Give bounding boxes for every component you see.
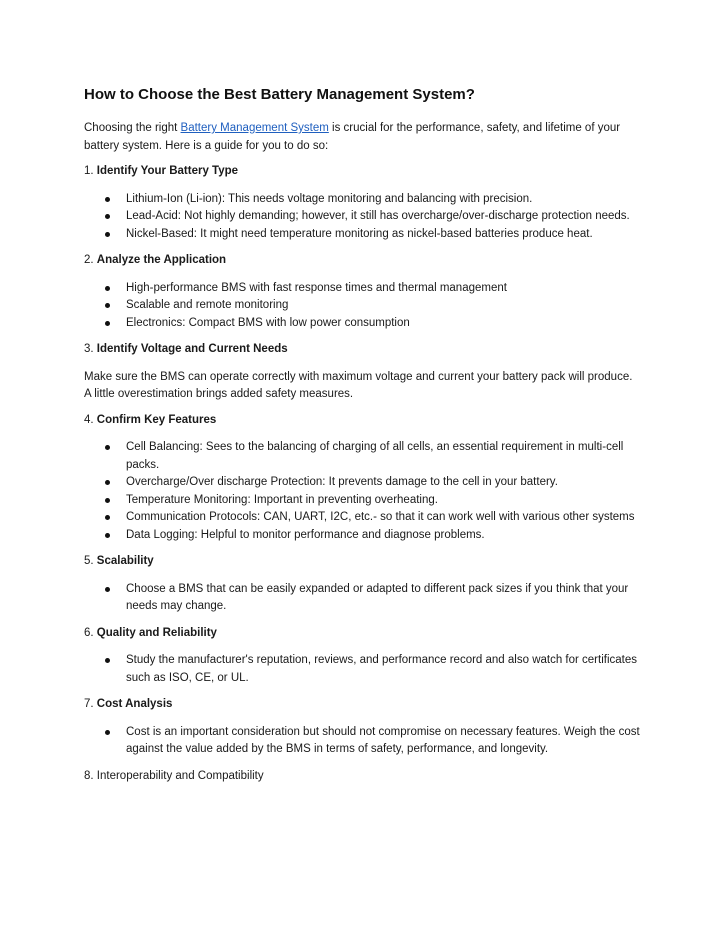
list-item (84, 226, 640, 244)
section-number: 6. (84, 626, 97, 639)
intro-text-before: Choosing the right (84, 122, 181, 134)
section-heading-5 (84, 553, 640, 571)
list-item (84, 724, 640, 759)
bullet-list (84, 724, 640, 759)
list-item (84, 581, 640, 616)
section-number: 7. (84, 698, 97, 710)
list-item-text: Cost is an important consideration but should not compromise on necessary features. Weigh the cost against the value added by the BMS in terms of safety, performance, and longevity. (126, 725, 640, 755)
bullet-dot-icon (105, 445, 110, 450)
section-title: Scalability (96, 555, 154, 567)
list-item-text: Nickel-Based: It might need temperature monitoring as nickel-based batteries produce heat. (126, 227, 593, 240)
section-title: Confirm Key Features (96, 413, 217, 426)
bullet-dot-icon (105, 197, 110, 202)
bullet-dot-icon (105, 480, 110, 485)
list-item (84, 280, 640, 298)
bullet-list (84, 652, 640, 687)
list-item-text: Data Logging: Helpful to monitor performance and diagnose problems. (126, 528, 485, 541)
list-item-text: Electronics: Compact BMS with low power consumption (126, 316, 410, 329)
list-item-text: High-performance BMS with fast response times and thermal management (126, 281, 507, 294)
list-item-text: Choose a BMS that can be easily expanded or adapted to different pack sizes if you think that your needs may change. (126, 582, 629, 612)
bullet-dot-icon (105, 730, 110, 735)
sections (84, 163, 640, 759)
section-heading-1 (84, 163, 640, 181)
section-number: 4. (84, 413, 97, 426)
page-title: How to Choose the Best Battery Management System? (84, 86, 475, 103)
list-item (84, 208, 640, 226)
bullet-dot-icon (105, 286, 110, 291)
section-number: 1. (84, 165, 97, 177)
bullet-dot-icon (105, 498, 110, 503)
list-item (84, 297, 640, 315)
bullet-dot-icon (105, 303, 110, 308)
list-item (84, 474, 640, 492)
bullet-dot-icon (105, 515, 110, 520)
section-number: 2. (84, 254, 97, 266)
bullet-list (84, 439, 640, 544)
list-item (84, 509, 640, 527)
section-heading-3 (84, 341, 640, 359)
section-heading-8: 8. Interoperability and Compatibility (84, 769, 264, 782)
section-heading-7 (84, 696, 640, 714)
bullet-dot-icon (105, 658, 110, 663)
bullet-dot-icon (105, 214, 110, 219)
bullet-dot-icon (105, 232, 110, 237)
bullet-dot-icon (105, 587, 110, 592)
list-item-text: Lithium-Ion (Li-ion): This needs voltage monitoring and balancing with precision. (126, 192, 533, 205)
section-title: Quality and Reliability (96, 626, 217, 639)
bullet-list (84, 280, 640, 333)
section-title: Cost Analysis (96, 698, 173, 710)
bullet-dot-icon (105, 533, 110, 538)
section-number: 5. (84, 555, 97, 567)
bms-link[interactable]: Battery Management System (180, 122, 329, 134)
list-item-text: Temperature Monitoring: Important in preventing overheating. (126, 493, 438, 506)
section-title: Analyze the Application (96, 254, 227, 266)
list-item (84, 191, 640, 209)
list-item-text: Communication Protocols: CAN, UART, I2C, etc.- so that it can work well with various other systems (126, 511, 635, 523)
list-item-text: Lead-Acid: Not highly demanding; however, it still has overcharge/over-discharge protection needs. (126, 210, 630, 222)
list-item-text: Study the manufacturer's reputation, reviews, and performance record and also watch for certificates such as ISO, CE, or UL. (126, 654, 638, 684)
list-item (84, 492, 640, 510)
bullet-list (84, 191, 640, 244)
list-item (84, 315, 640, 333)
section-title: Identify Your Battery Type (96, 165, 239, 177)
section-heading-6 (84, 625, 640, 643)
section-heading-4 (84, 412, 640, 430)
list-item-text: Scalable and remote monitoring (126, 299, 289, 311)
bullet-list (84, 581, 640, 616)
list-item (84, 652, 640, 687)
intro-text-after: is crucial for the performance, safety, and lifetime of your battery system. Here is a guide for you to do so: (84, 122, 621, 152)
document-page (84, 84, 640, 795)
section-number: 3. (84, 343, 97, 355)
list-item (84, 527, 640, 545)
intro-paragraph (84, 120, 640, 155)
section-paragraph: Make sure the BMS can operate correctly with maximum voltage and current your battery pack will produce. A little overestimation brings added safety measures. (84, 370, 633, 400)
list-item (84, 439, 640, 474)
list-item-text: Cell Balancing: Sees to the balancing of charging of all cells, an essential requirement in multi-cell packs. (126, 441, 624, 471)
section-title: Identify Voltage and Current Needs (96, 343, 288, 355)
section-heading-2 (84, 252, 640, 270)
list-item-text: Overcharge/Over discharge Protection: It prevents damage to the cell in your battery. (126, 476, 558, 488)
bullet-dot-icon (105, 321, 110, 326)
